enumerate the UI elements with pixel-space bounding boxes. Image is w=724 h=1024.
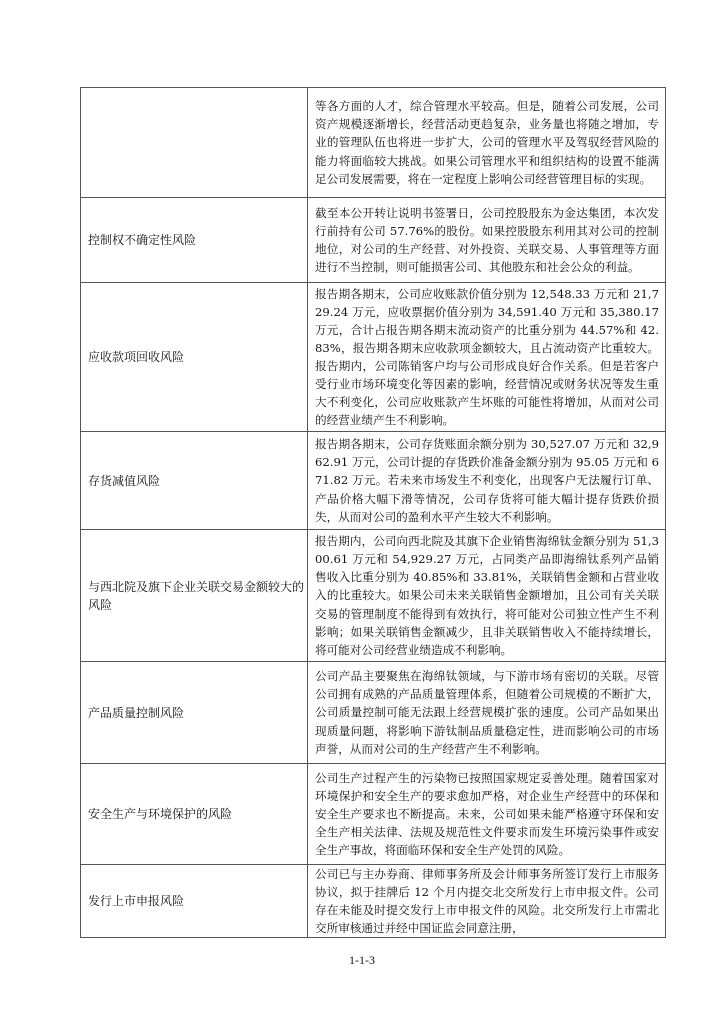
risk-description-cell: 公司已与主办券商、律师事务所及会计师事务所签订发行上市服务协议，拟于挂牌后 12 个月内提交北交所发行上市申报文件。公司存在未能及时提交发行上市申报文件的风险。北交所发行上市需北交所审核通过并经中国证监会同意注册， xyxy=(308,865,666,938)
risk-description-cell: 截至本公开转让说明书签署日，公司控股股东为金达集团，本次发行前持有公司 57.76%的股份。如果控股股东利用其对公司的控制地位，对公司的生产经营、对外投资、关联交易、人事管理等方面进行不当控制，则可能损害公司、其他股东和社会公众的利益。 xyxy=(308,198,666,283)
page-number: 1-1-3 xyxy=(349,953,375,967)
risk-table xyxy=(80,87,666,938)
risk-description-cell: 公司产品主要聚焦在海绵钛领域，与下游市场有密切的关联。尽管公司拥有成熟的产品质量管理体系，但随着公司规模的不断扩大，公司质量控制可能无法跟上经营规模扩张的速度。公司产品如果出现质量问题，将影响下游钛制品质量稳定性，进而影响公司的市场声誉，从而对公司的生产经营产生不利影响。 xyxy=(308,662,666,764)
table-row xyxy=(81,283,666,432)
table-row xyxy=(81,88,666,198)
table-row xyxy=(81,198,666,283)
risk-name-cell xyxy=(81,88,308,198)
risk-name-cell: 应收款项回收风险 xyxy=(81,283,308,432)
risk-name-cell: 与西北院及旗下企业关联交易金额较大的风险 xyxy=(81,530,308,662)
risk-name-cell: 存货减值风险 xyxy=(81,432,308,530)
risk-description-cell: 报告期各期末，公司存货账面余额分别为 30,527.07 万元和 32,962.91 万元，公司计提的存货跌价准备金额分别为 95.05 万元和 671.82 万元。若未来市场发生不利变化，出现客户无法履行订单、产品价格大幅下滑等情况，公司存货将可能大幅计提存货跌价损失，从而对公司的盈利水平产生较大不利影响。 xyxy=(308,432,666,530)
risk-name-cell: 安全生产与环境保护的风险 xyxy=(81,764,308,865)
risk-name-cell: 控制权不确定性风险 xyxy=(81,198,308,283)
table-row xyxy=(81,662,666,764)
risk-description-cell: 等各方面的人才，综合管理水平较高。但是，随着公司发展，公司资产规模逐渐增长，经营活动更趋复杂，业务量也将随之增加，专业的管理队伍也将进一步扩大，公司的管理水平及驾驭经营风险的能力将面临较大挑战。如果公司管理水平和组织结构的设置不能满足公司发展需要，将在一定程度上影响公司经营管理目标的实现。 xyxy=(308,88,666,198)
risk-description-cell: 公司生产过程产生的污染物已按照国家规定妥善处理。随着国家对环境保护和安全生产的要求愈加严格，对企业生产经营中的环保和安全生产要求也不断提高。未来，公司如果未能严格遵守环保和安全生产相关法律、法规及规范性文件要求而发生环境污染事件或安全生产事故，将面临环保和安全生产处罚的风险。 xyxy=(308,764,666,865)
table-row xyxy=(81,530,666,662)
table-row xyxy=(81,432,666,530)
risk-description-cell: 报告期内，公司向西北院及其旗下企业销售海绵钛金额分别为 51,300.61 万元和 54,929.27 万元，占同类产品即海绵钛系列产品销售收入比重分别为 40.85%和 33.81%，关联销售金额和占营业收入的比重较大。如果公司未来关联销售金额增加，且公司有关关联交易的管理制度不能得到有效执行，将可能对公司独立性产生不利影响；如果关联销售金额减少，且非关联销售收入不能持续增长，将可能对公司经营业绩造成不利影响。 xyxy=(308,530,666,662)
table-row xyxy=(81,764,666,865)
table-row xyxy=(81,865,666,938)
risk-description-cell: 报告期各期末，公司应收账款价值分别为 12,548.33 万元和 21,729.24 万元，应收票据价值分别为 34,591.40 万元和 35,380.17 万元，合计占报告期各期末流动资产的比重分别为 44.57%和 42.83%，报告期各期末应收款项金额较大，且占流动资产比重较大。报告期内，公司陈销客户均与公司形成良好合作关系。但是若客户受行业市场环境变化等因素的影响，经营情况或财务状况等发生重大不利变化，公司应收账款产生坏账的可能性将增加，从而对公司的经营业绩产生不利影响。 xyxy=(308,283,666,432)
risk-name-cell: 产品质量控制风险 xyxy=(81,662,308,764)
risk-name-cell: 发行上市申报风险 xyxy=(81,865,308,938)
